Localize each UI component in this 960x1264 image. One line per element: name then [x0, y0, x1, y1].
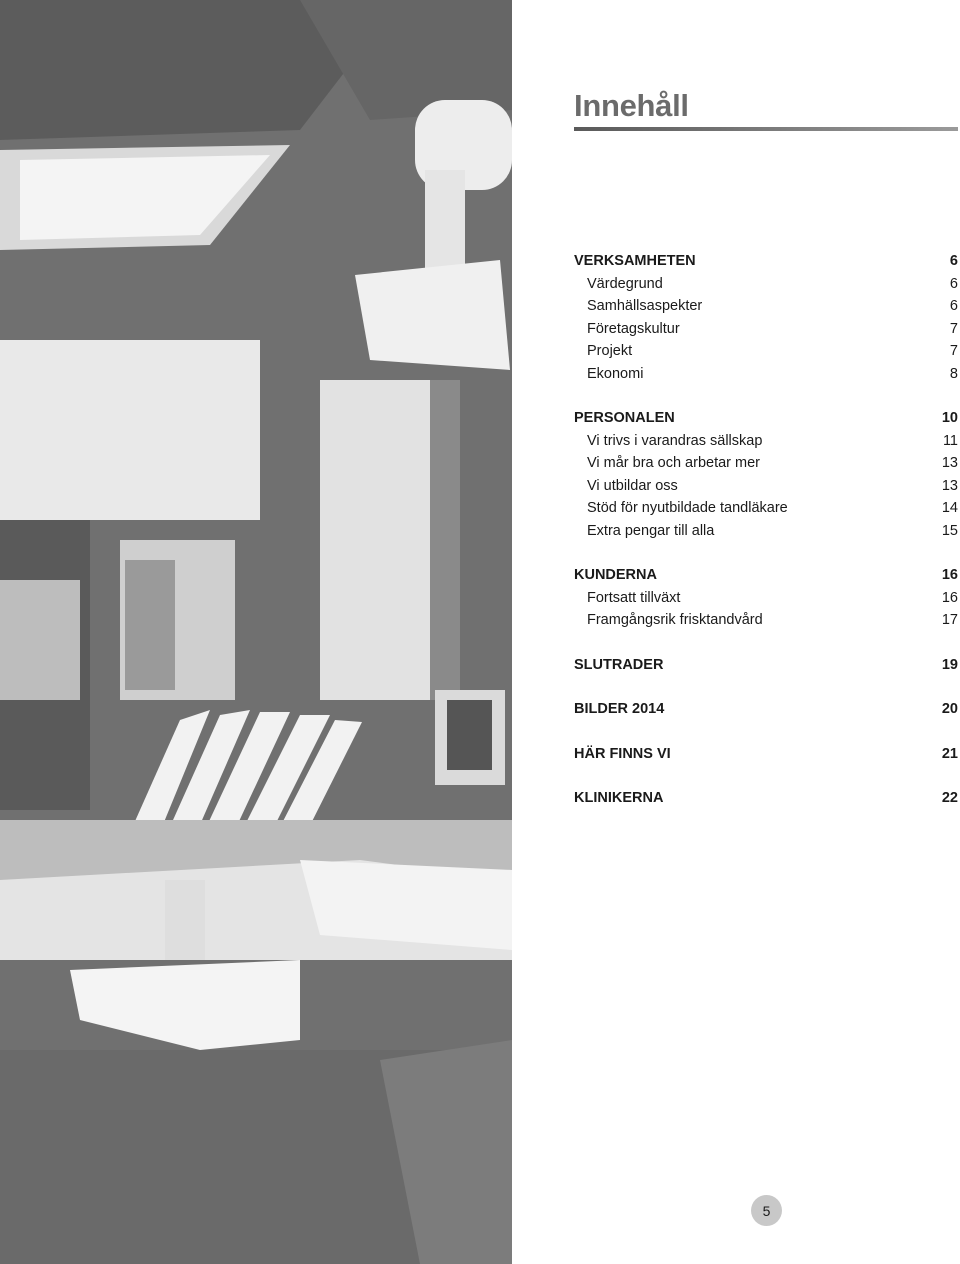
toc-heading-page: 16	[941, 567, 958, 583]
toc-heading-label: KUNDERNA	[574, 567, 657, 583]
toc-item-label: Extra pengar till alla	[587, 522, 715, 539]
toc-item-page: 7	[949, 320, 958, 337]
toc-section	[574, 698, 958, 721]
toc-item-page: 8	[949, 365, 958, 382]
toc-item-label: Fortsatt tillväxt	[587, 589, 681, 606]
toc-section	[574, 250, 958, 385]
toc-heading[interactable]	[574, 698, 958, 721]
toc-item[interactable]	[574, 587, 958, 610]
toc-item-page: 6	[949, 275, 958, 292]
toc-heading[interactable]	[574, 743, 958, 766]
toc-item-label: Vi trivs i varandras sällskap	[587, 432, 763, 449]
toc-section	[574, 407, 958, 542]
toc-item[interactable]	[574, 430, 958, 453]
toc-heading-page: 10	[941, 410, 958, 426]
table-of-contents-panel	[574, 0, 958, 1264]
toc-heading-page: 22	[941, 790, 958, 806]
toc-item[interactable]	[574, 295, 958, 318]
toc-item-label: Samhällsaspekter	[587, 298, 703, 314]
toc-item-label: Ekonomi	[587, 365, 644, 382]
toc-item[interactable]	[574, 340, 958, 363]
toc-heading[interactable]	[574, 250, 958, 273]
toc-item-label: Vi utbildar oss	[587, 477, 678, 494]
toc-item-page: 17	[941, 612, 958, 628]
toc-section	[574, 564, 958, 632]
toc-heading-label: HÄR FINNS VI	[574, 745, 671, 762]
toc-item-page: 6	[949, 298, 958, 314]
toc-item[interactable]	[574, 273, 958, 296]
toc-item-page: 11	[942, 432, 958, 449]
toc-item[interactable]	[574, 318, 958, 341]
toc-item-label: Företagskultur	[587, 320, 680, 337]
toc-heading[interactable]	[574, 407, 958, 430]
toc-section	[574, 654, 958, 677]
toc-heading-page: 19	[941, 656, 958, 673]
toc-heading-label: VERKSAMHETEN	[574, 253, 696, 269]
toc-heading-page: 21	[941, 745, 958, 762]
toc-item[interactable]	[574, 363, 958, 386]
title-rule	[574, 127, 958, 131]
toc-heading-label: KLINIKERNA	[574, 790, 664, 806]
toc-item-page: 16	[941, 589, 958, 606]
toc-item-page: 14	[941, 500, 958, 516]
toc-section	[574, 787, 958, 810]
toc-heading[interactable]	[574, 564, 958, 587]
toc-list	[574, 250, 958, 832]
page-title: Innehåll	[574, 88, 689, 123]
toc-heading-label: BILDER 2014	[574, 701, 665, 717]
toc-item-label: Framgångsrik frisktandvård	[587, 612, 763, 628]
toc-heading[interactable]	[574, 654, 958, 677]
toc-heading[interactable]	[574, 787, 958, 810]
toc-section	[574, 743, 958, 766]
toc-item-page: 13	[941, 477, 958, 494]
toc-item-page: 15	[941, 522, 958, 539]
toc-heading-label: PERSONALEN	[574, 410, 675, 426]
toc-heading-page: 20	[941, 701, 958, 717]
toc-item[interactable]	[574, 475, 958, 498]
toc-item-label: Värdegrund	[587, 275, 663, 292]
toc-item[interactable]	[574, 452, 958, 475]
toc-item-page: 7	[949, 343, 958, 359]
toc-item-label: Vi mår bra och arbetar mer	[587, 455, 760, 471]
toc-heading-page: 6	[949, 253, 958, 269]
toc-item-label: Stöd för nyutbildade tandläkare	[587, 500, 788, 516]
toc-item-label: Projekt	[587, 343, 633, 359]
page-number-badge: 5	[751, 1195, 782, 1226]
toc-item[interactable]	[574, 609, 958, 632]
toc-heading-label: SLUTRADER	[574, 656, 664, 673]
toc-item-page: 13	[941, 455, 958, 471]
toc-item[interactable]	[574, 497, 958, 520]
toc-item[interactable]	[574, 520, 958, 543]
